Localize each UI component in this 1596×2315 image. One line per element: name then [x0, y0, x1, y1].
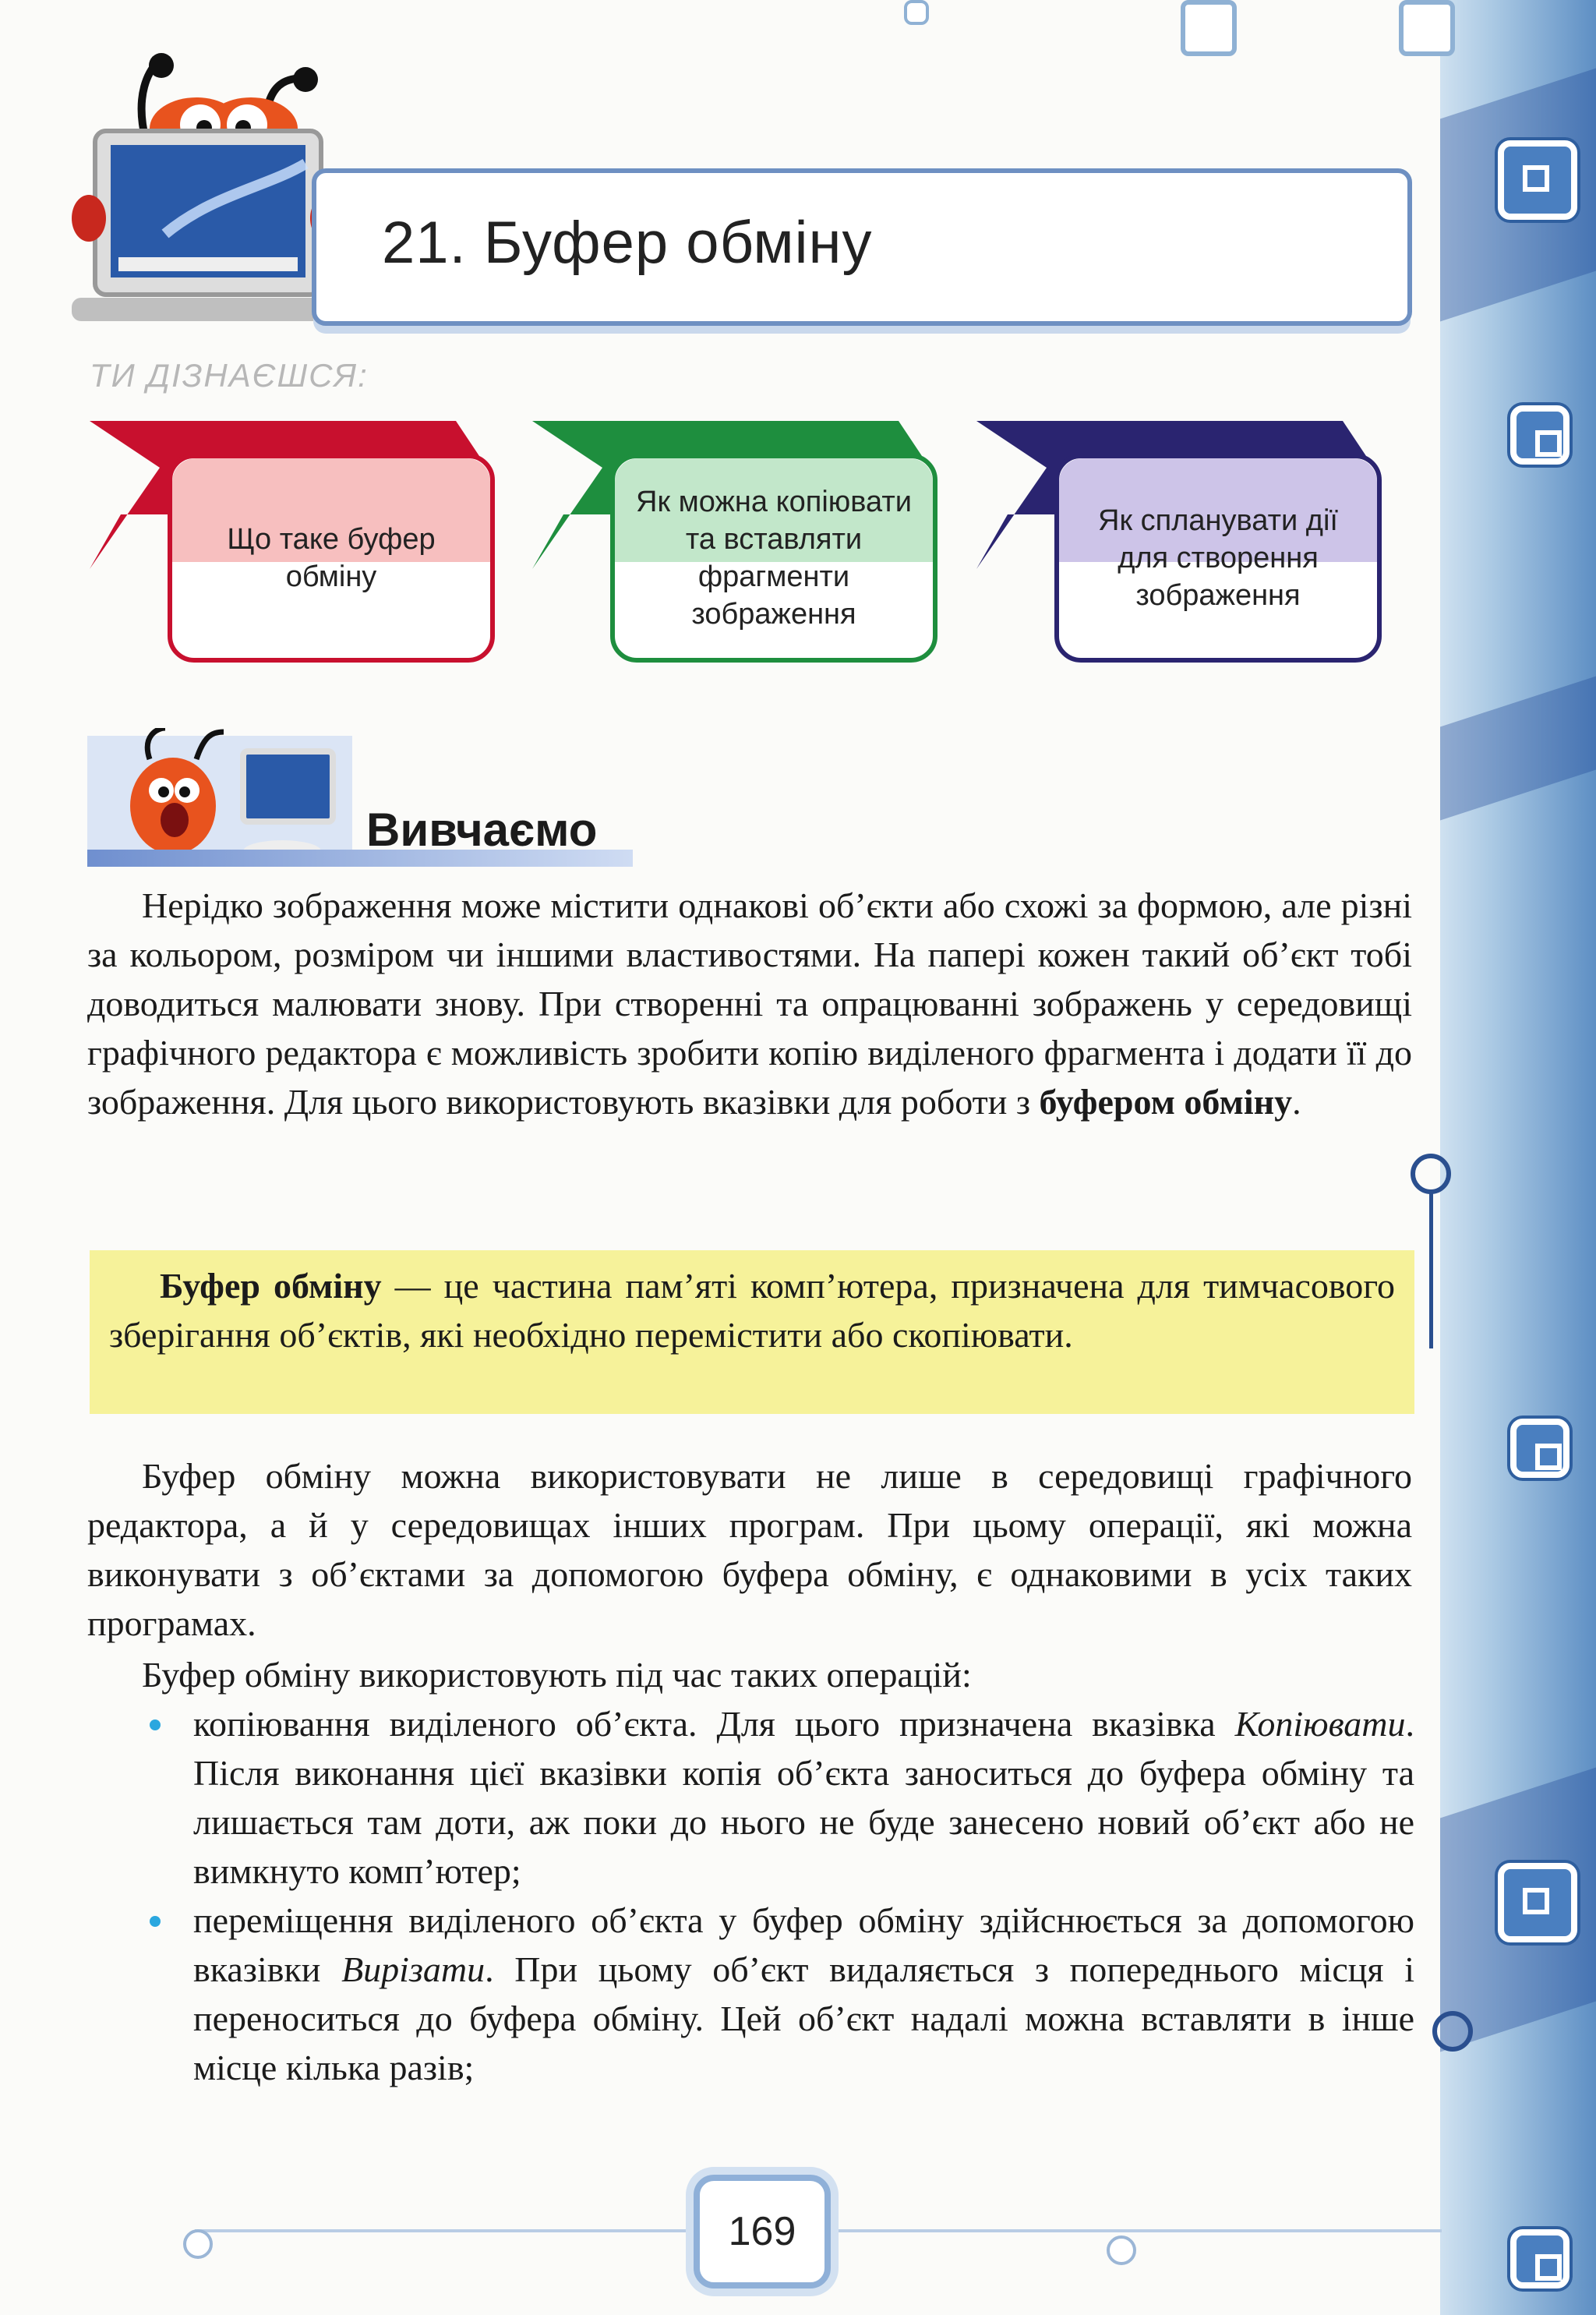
- circuit-node-icon: [1411, 1154, 1451, 1194]
- topic-card-2: [532, 421, 969, 678]
- footer-dot-icon: [183, 2229, 213, 2259]
- decorative-square-icon: [904, 0, 929, 25]
- list-item: переміщення виділеного об’єкта у буфер обміну здійснюється за допомогою вказівки Вирізати. При цьому об’єкт видаляється з попереднього місця і переноситься до буфера обміну. Цей об’єкт надалі можна вставляти в інше місце кілька разів;: [140, 1896, 1414, 2092]
- list-item: копіювання виділеного об’єкта. Для цього призначена вказівка Копіювати. Після виконання цієї вказівки копія об’єкта заноситься до буфера обміну та лишається там доти, аж поки до нього не буде занесено новий об’єкт або не вимкнуто комп’ютер;: [140, 1699, 1414, 1896]
- square-chip-icon: [1510, 405, 1570, 465]
- topic-label-3: Як спланувати дії для створення зображення: [1098, 504, 1338, 612]
- page-title: 21. Буфер обміну: [382, 210, 873, 276]
- square-chip-icon: [1498, 140, 1577, 220]
- topic-card-3: [976, 421, 1413, 678]
- square-chip-icon: [1498, 1863, 1577, 1942]
- decorative-square-icon: [1399, 0, 1455, 56]
- operations-list: [140, 1699, 1414, 2092]
- paragraph-3: Буфер обміну використовують під час таких операцій:: [142, 1655, 972, 1695]
- intro-paragraph: Нерідко зображення може містити однакові об’єкти або схожі за формою, але різні за кольором, розміром чи іншими властивостями. На папері кожен такий об’єкт тобі доводиться малювати знову. При створенні та опрацюванні зображень у середовищі графічного редактора є можливість зробити копію виділеного фрагмента і додати її до зображення. Для цього використовують вказівки для роботи з буфером обміну.: [87, 885, 1412, 1122]
- topic-label-2: Як можна копіювати та вставляти фрагменти зображення: [636, 486, 912, 631]
- section-heading: Вивчаємо: [366, 804, 598, 856]
- decorative-square-icon: [1181, 0, 1237, 56]
- paragraph-2: Буфер обміну можна використовувати не лише в середовищі графічного редактора, а й у середовищах інших програм. При цьому операції, які можна виконувати з об’єктами за допомогою буфера обміну, є однаковими в усіх таких програмах.: [87, 1456, 1412, 1643]
- topic-card-1: [90, 421, 526, 678]
- computer-mascot-icon: [72, 31, 344, 335]
- learn-caption: ТИ ДІЗНАЄШСЯ:: [90, 357, 369, 394]
- square-chip-icon: [1510, 2229, 1570, 2288]
- decorative-side-strip: [1440, 0, 1596, 2315]
- topic-label-1: Що таке буфер обміну: [227, 523, 436, 593]
- definition-text: Буфер обміну — це частина пам’яті комп’ютера, призначена для тимчасового зберігання об’єктів, які необхідно перемістити або скопіювати.: [109, 1266, 1395, 1355]
- square-chip-icon: [1510, 1419, 1570, 1478]
- page-number: 169: [694, 2175, 831, 2288]
- footer-dot-icon: [1107, 2235, 1136, 2265]
- circuit-node-icon: [1432, 2011, 1473, 2052]
